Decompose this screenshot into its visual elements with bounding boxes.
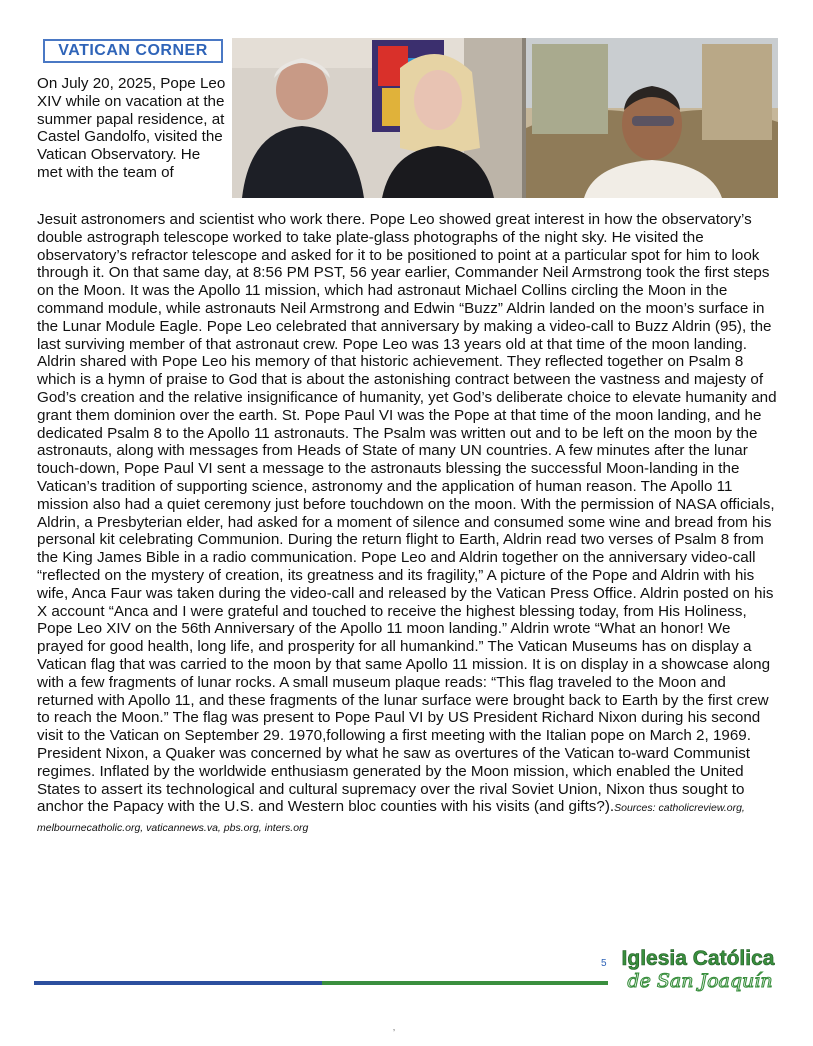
section-header-box: [43, 39, 223, 63]
article-body: [37, 211, 779, 838]
video-call-illustration: [232, 38, 778, 198]
section-title: VATICAN CORNER: [58, 42, 208, 59]
footer-rule-blue: [34, 981, 322, 985]
sources-line: Sources: catholicreview.org, melbournecatholic.org, vaticannews.va, pbs.org, inters.org: [37, 802, 745, 835]
logo-line2: de San Joaquín: [627, 970, 773, 992]
logo-line1: Iglesia Católica: [621, 947, 775, 970]
parish-logo: [616, 945, 780, 995]
video-call-photo: [232, 38, 778, 198]
page-number: 5: [601, 958, 607, 969]
footer-rule-green: [322, 981, 608, 985]
intro-paragraph: On July 20, 2025, Pope Leo XIV while on vacation at the summer papal residence, at Castel Gandolfo, visited the Vatican Observatory. He met with the team of: [37, 75, 226, 181]
article-text: Jesuit astronomers and scientist who work there. Pope Leo showed great interest in how the observatory’s double astrograph telescope worked to take plate-glass photographs of the night sky. He visited the observatory’s refractor telescope and asked for it to be positioned to point at a particular spot for him to look through it. On that same day, at 8:56 PM PST, 56 year earlier, Commander Neil Armstrong took the first steps on the Moon. It was the Apollo 11 mission, which had astronaut Michael Collins circling the Moon in the command module, while astronauts Neil Armstrong and Edwin “Buzz” Aldrin landed on the moon’s surface in the Lunar Module Eagle. Pope Leo celebrated that anniversary by making a video-call to Buzz Aldrin (95), the last surviving member of that astronaut crew. Pope Leo was 13 years old at that time of the moon landing. Aldrin shared with Pope Leo his memory of that historic achievement. They reflected together on Psalm 8 which is a hymn of praise to God that is about the astonishing contract between the vastness and majesty of God’s creation and the relative insignificance of humanity, yet God’s deliberate choice to elevate humanity and grant them dominion over the earth. St. Pope Paul VI was the Pope at that time of the moon landing, and he dedicated Psalm 8 to the Apollo 11 astronauts. The Psalm was written out and to be left on the moon by the astronauts, along with messages from Heads of State of many UN countries. A few minutes after the lunar touch-down, Pope Paul VI sent a message to the astronauts blessing the successful Moon-landing in the Vatican’s tradition of supporting science, astronomy and the application of human reason. The Apollo 11 mission also had a quiet ceremony just before touchdown on the moon. With the permission of NASA officials, Aldrin, a Presbyterian elder, had asked for a moment of silence and consumed some wine and bread from his personal kit celebrating Communion. During the return flight to Earth, Aldrin read two verses of Psalm 8 from the King James Bible in a radio communication. Pope Leo and Aldrin together on the anniversary video-call “reflected on the mystery of creation, its greatness and its fragility,” A picture of the Pope and Aldrin with his wife, Anca Faur was taken during the video-call and released by the Vatican Press Office. Aldrin posted on his X account “Anca and I were grateful and touched to receive the highest blessing today, from His Holiness, Pope Leo XIV on the 56th Anniversary of the Apollo 11 moon landing.” Aldrin wrote “What an honor! We prayed for good health, long life, and prosperity for all humankind.” The Vatican Museums has on display a Vatican flag that was carried to the moon by that same Apollo 11 mission. It is on display in a showcase along with a few fragments of lunar rocks. A small museum plaque reads: “This flag traveled to the Moon and returned with Apollo 11, and these fragments of the lunar surface were brought back to Earth by the first crew to reach the Moon.” The flag was present to Pope Paul VI by US President Richard Nixon during his second visit to the Vatican on September 29. 1970,following a first meeting with the Italian pope on March 2, 1969. President Nixon, a Quaker was concerned by what he saw as overtures of the Vatican to-ward Communist regimes. Inflated by the worldwide enthusiasm generated by the Moon mission, which enabled the United States to assert its technological and cultural supremacy over the rival Soviet Union, Nixon thus sought to anchor the Papacy with the U.S. and Western bloc counties with his visits (and gifts?).: [37, 211, 777, 816]
footer-mark: ‚: [393, 1022, 395, 1032]
